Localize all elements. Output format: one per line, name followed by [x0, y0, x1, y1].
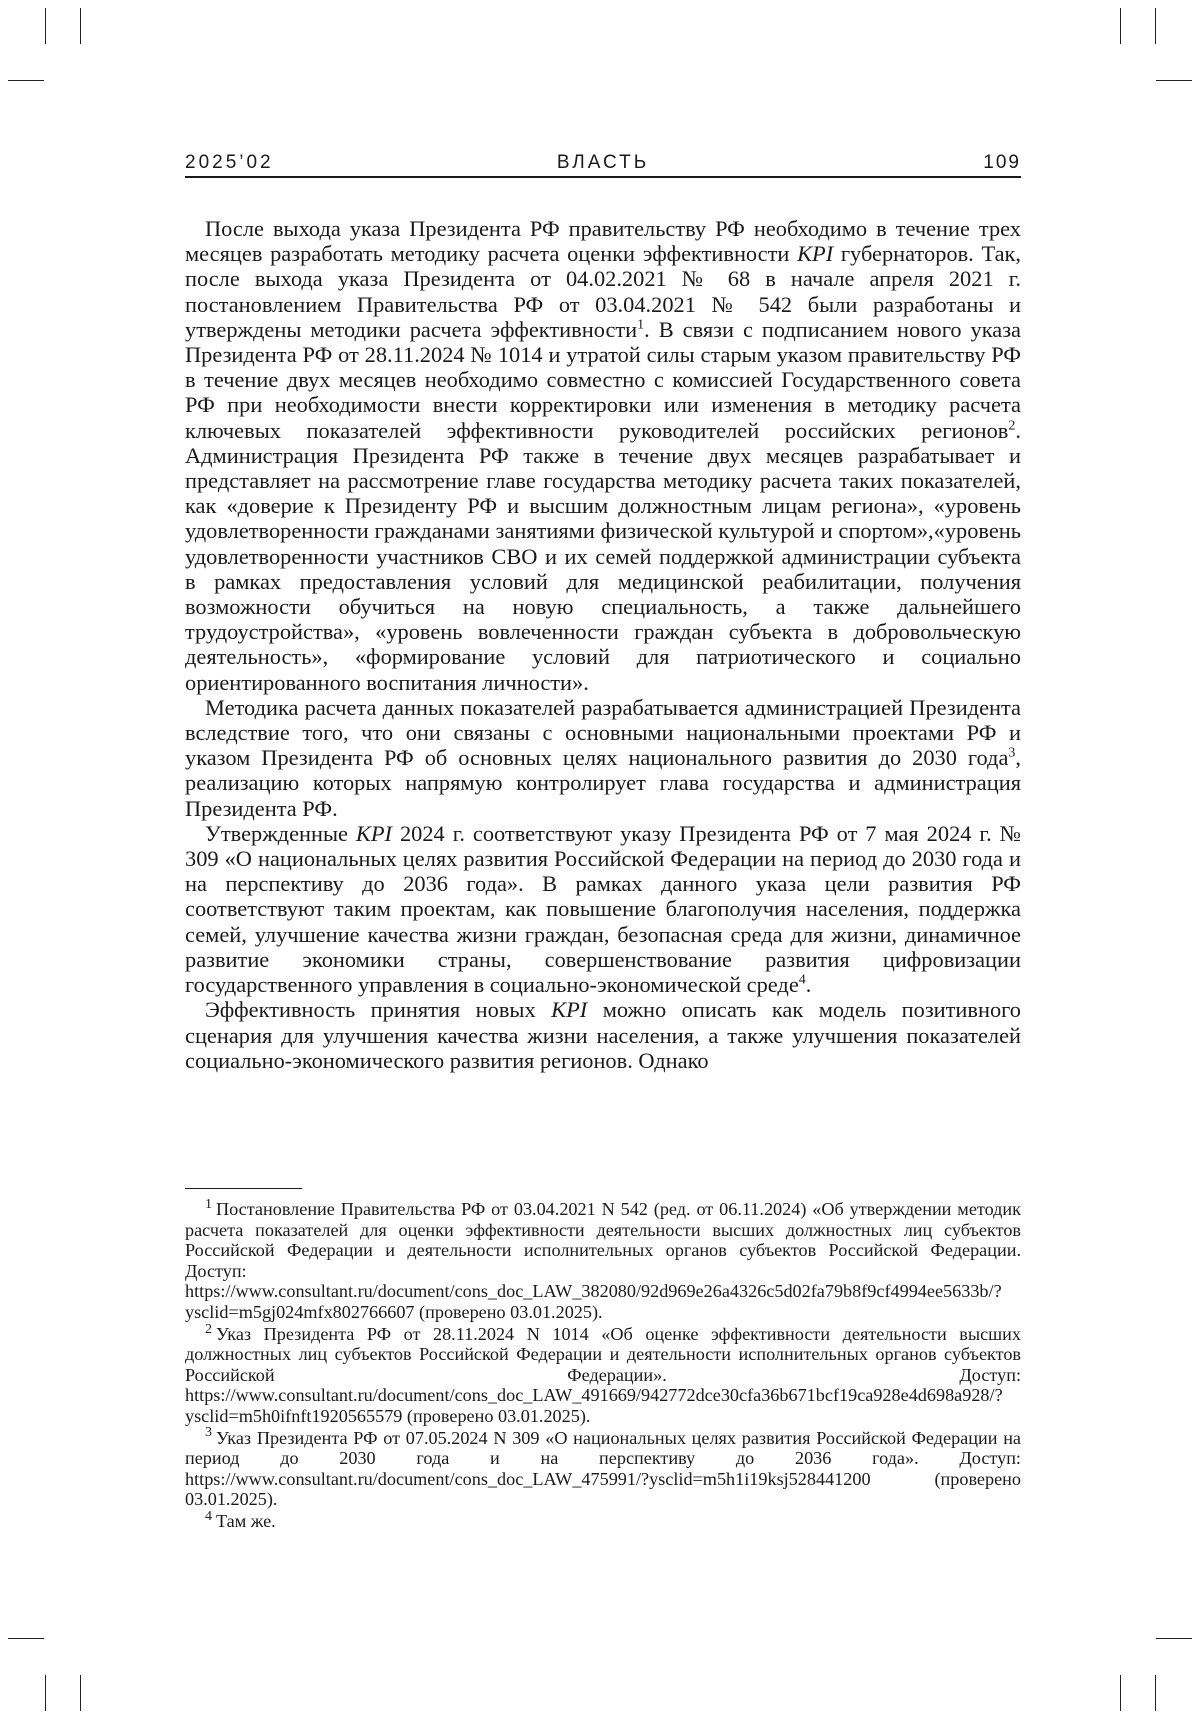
footnote-4-text: Там же. — [216, 1510, 276, 1531]
kpi-term: KPI — [797, 241, 834, 267]
paragraph-4-text-b: можно описать как модель позитивного сценария для улучшения качества жизни населения, а также улучшения показателей социально-экономического развития регионов. Однако — [185, 997, 1021, 1073]
crop-mark-bottom-left-v1 — [45, 1675, 46, 1711]
footnote-4 — [185, 1508, 1021, 1532]
paragraph-1-text-c: . В связи с подписанием нового указа Президента РФ от 28.11.2024 № 1014 и утратой силы старым указом правительству РФ в течение двух месяцев необходимо совместно с комиссией Государственного совета РФ при необходимости внести корректировки или изменения в методику расчета ключевых показателей эффективности руководителей российских регионов — [185, 316, 1021, 443]
crop-mark-top-left-v1 — [45, 8, 46, 44]
paragraph-4 — [185, 997, 1021, 1073]
paragraph-2 — [185, 695, 1021, 821]
kpi-term: KPI — [355, 820, 392, 846]
footnote-ref-2[interactable]: 2 — [1008, 418, 1016, 434]
footnote-1-number: 1 — [205, 1196, 212, 1212]
paragraph-2-text-b: , реализацию которых напрямую контролирует глава государства и администрация Президента РФ. — [185, 745, 1021, 821]
paragraph-1-text-b: губернаторов. Так, после выхода указа Президента от 04.02.2021 № 68 в начале апреля 2021 г. постановлением Правительства РФ от 03.04.2021 № 542 были разработаны и утверждены методики расчета эффективности — [185, 241, 1021, 342]
paragraph-3-text-a: Утвержденные — [205, 820, 356, 846]
crop-mark-bottom-left-h — [8, 1638, 44, 1639]
crop-mark-bottom-right-h — [1156, 1638, 1192, 1639]
footnote-2 — [185, 1321, 1021, 1427]
footnote-1 — [185, 1196, 1021, 1323]
paragraph-3-text-c: . — [805, 972, 812, 998]
page-number: 109 — [983, 152, 1021, 173]
paragraph-3 — [185, 821, 1021, 997]
footnote-separator — [185, 1188, 302, 1189]
crop-mark-top-right-v1 — [1120, 8, 1121, 44]
footnote-1-text: Постановление Правительства РФ от 03.04.2021 N 542 (ред. от 06.11.2024) «Об утверждении методик расчета показателей для оценки эффективности деятельности высших должностных лиц субъектов Российской Федерации и деятельности исполнительных органов субъектов Российской Федерации. Доступ: https://www.consultant.ru/document/cons_doc_LAW_382080/92d969e26a4326c5d02fa79b8f9cf4994ee5633b/?ysclid=m5gj024mfx802766607 (проверено 03.01.2025). — [185, 1199, 1021, 1322]
paragraph-4-text-a: Эффективность принятия новых — [205, 997, 552, 1023]
paragraph-2-text-a: Методика расчета данных показателей разрабатывается администрацией Президента вследствие того, что они связаны с основными национальными проектами РФ и указом Президента РФ об основных целях национального развития до 2030 года — [185, 694, 1021, 771]
header-rule — [185, 176, 1021, 178]
crop-mark-top-right-v2 — [1155, 8, 1156, 44]
paragraph-1-text-a: После выхода указа Президента РФ правительству РФ необходимо в течение трех месяцев разработать методику расчета оценки эффективности — [185, 216, 1021, 267]
crop-mark-bottom-right-v2 — [1155, 1675, 1156, 1711]
footnote-ref-4[interactable]: 4 — [798, 972, 806, 988]
crop-mark-top-right-h — [1156, 80, 1192, 81]
paragraph-1 — [185, 216, 1021, 695]
running-head — [185, 152, 1021, 176]
paragraph-3-text-b: 2024 г. соответствуют указу Президента РФ от 7 мая 2024 г. № 309 «О национальных целях развития Российской Федерации на период до 2030 года и на перспективу до 2036 года». В рамках данного указа цели развития РФ соответствуют таким проектам, как повышение благополучия населения, поддержка семей, улучшение качества жизни граждан, безопасная среда для жизни, динамичное развитие экономики страны, совершенствование развития цифровизации государственного управления в социально-экономической среде — [185, 820, 1021, 998]
footnote-4-number: 4 — [205, 1508, 212, 1524]
crop-mark-bottom-left-v2 — [80, 1675, 81, 1711]
kpi-term: KPI — [551, 997, 588, 1023]
footnote-3-text: Указ Президента РФ от 07.05.2024 N 309 «О национальных целях развития Российской Федерации на период до 2030 года и на перспективу до 2036 года». Доступ: https://www.consultant.ru/document/cons_doc_LAW_475991/?ysclid=m5h1i19ksj528441200 (проверено 03.01.2025). — [185, 1427, 1021, 1510]
footnote-ref-3[interactable]: 3 — [1008, 745, 1016, 761]
footnote-3 — [185, 1425, 1021, 1510]
crop-mark-top-left-h — [8, 80, 44, 81]
footnote-3-number: 3 — [205, 1425, 212, 1441]
crop-mark-top-left-v2 — [80, 8, 81, 44]
footnote-ref-1[interactable]: 1 — [637, 317, 645, 333]
paragraph-1-text-d: . Администрация Президента РФ также в течение двух месяцев разрабатывает и представляет на рассмотрение главе государства методику расчета таких показателей, как «доверие к Президенту РФ и высшим должностным лицам региона», «уровень удовлетворенности гражданами занятиями физической культурой и спортом»,«уровень удовлетворенности участников СВО и их семей поддержкой администрации субъекта в рамках предоставления условий для медицинской реабилитации, получения возможности обучиться на новую специальность, а также дальнейшего трудоустройства», «уровень вовлеченности граждан субъекта в добровольческую деятельность», «формирование условий для патриотического и социально ориентированного воспитания личности». — [185, 417, 1021, 695]
footnotes — [185, 1196, 1021, 1533]
footnote-2-number: 2 — [205, 1321, 212, 1337]
crop-mark-bottom-right-v1 — [1120, 1675, 1121, 1711]
issue-label: 2025’02 — [185, 152, 274, 173]
footnote-2-text: Указ Президента РФ от 28.11.2024 N 1014 «Об оценке эффективности деятельности высших должностных лиц субъектов Российской Федерации и деятельности исполнительных органов субъектов Российской Федерации». Доступ: https://www.consultant.ru/document/cons_doc_LAW_491669/942772dce30cfa36b671bcf19ca928e4d698a928/?ysclid=m5h0ifnft1920565579 (проверено 03.01.2025). — [185, 1323, 1021, 1426]
journal-title: ВЛАСТЬ — [556, 152, 650, 173]
article-body — [185, 216, 1021, 1073]
